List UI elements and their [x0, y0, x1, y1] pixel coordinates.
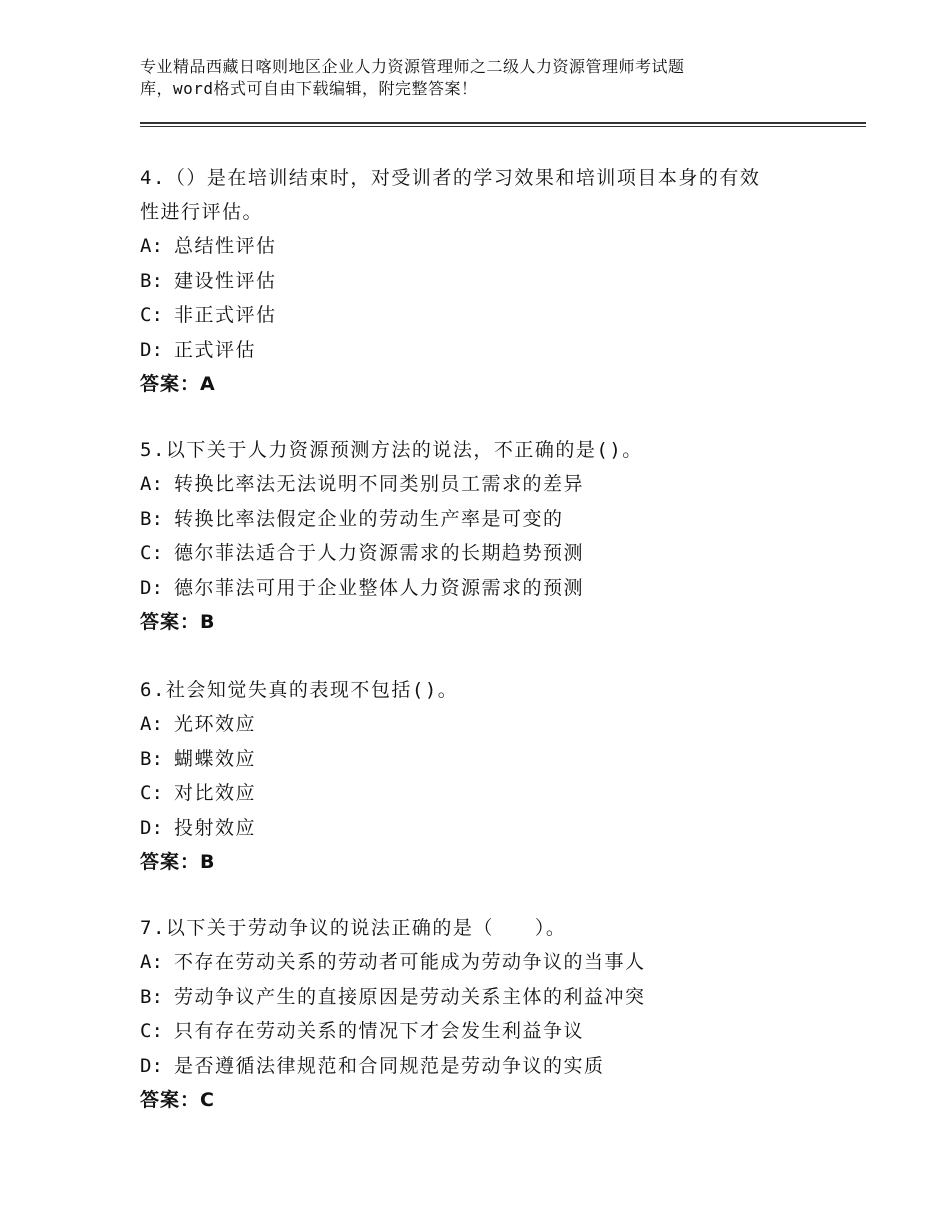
option-text: 对比效应 [174, 782, 257, 804]
option-text: 德尔菲法可用于企业整体人力资源需求的预测 [174, 576, 585, 599]
answer-label: 答案：A [140, 373, 216, 395]
option-key: C: [140, 782, 163, 804]
question-6 [140, 673, 840, 879]
header-divider-thin [140, 126, 866, 127]
option-text: 转换比率法无法说明不同类别员工需求的差异 [174, 473, 585, 495]
answer-label: 答案：C [140, 1089, 215, 1111]
option-key: D: [140, 816, 163, 839]
question-stem-line: 7.以下关于劳动争议的说法正确的是（ ）。 [140, 917, 567, 939]
option-text: 不存在劳动关系的劳动者可能成为劳动争议的当事人 [174, 951, 646, 973]
option-text: 转换比率法假定企业的劳动生产率是可变的 [174, 507, 564, 530]
option-text: 只有存在劳动关系的情况下才会发生利益争议 [174, 1020, 585, 1042]
option-key: A: [140, 951, 163, 973]
option-c [140, 1014, 840, 1049]
option-b [140, 742, 840, 777]
option-key: B: [140, 269, 163, 292]
option-text: 劳动争议产生的直接原因是劳动关系主体的利益冲突 [174, 985, 646, 1008]
header-divider-thick [140, 122, 866, 124]
option-d [140, 333, 840, 368]
option-key: D: [140, 338, 163, 361]
option-text: 正式评估 [174, 338, 257, 361]
option-text: 总结性评估 [174, 235, 277, 257]
option-a [140, 707, 840, 742]
option-key: D: [140, 576, 163, 599]
header-line-1: 专业精品西藏日喀则地区企业人力资源管理师之二级人力资源管理师考试题 [140, 57, 685, 76]
option-a [140, 229, 840, 264]
option-text: 非正式评估 [174, 304, 277, 326]
option-text: 是否遵循法律规范和合同规范是劳动争议的实质 [174, 1054, 605, 1077]
option-text: 德尔菲法适合于人力资源需求的长期趋势预测 [174, 542, 585, 564]
option-d [140, 811, 840, 846]
option-text: 建设性评估 [174, 269, 277, 292]
option-text: 蝴蝶效应 [174, 747, 257, 770]
option-key: A: [140, 235, 163, 257]
option-b [140, 264, 840, 299]
question-5 [140, 433, 840, 639]
question-stem-line: 性进行评估。 [140, 201, 264, 223]
header-line-2: 库，word格式可自由下载编辑，附完整答案！ [140, 79, 478, 98]
question-7 [140, 911, 840, 1117]
question-stem-line: 4.（）是在培训结束时，对受训者的学习效果和培训项目本身的有效 [140, 167, 761, 189]
option-key: A: [140, 713, 163, 735]
question-stem-line: 5.以下关于人力资源预测方法的说法，不正确的是()。 [140, 439, 643, 461]
option-d [140, 1049, 840, 1084]
option-a [140, 945, 840, 980]
option-key: C: [140, 1020, 163, 1042]
question-4 [140, 161, 840, 401]
option-c [140, 536, 840, 571]
option-c [140, 776, 840, 811]
option-key: D: [140, 1054, 163, 1077]
option-key: C: [140, 304, 163, 326]
answer-label: 答案：B [140, 611, 216, 633]
document-header [140, 56, 820, 100]
option-text: 投射效应 [174, 816, 257, 839]
option-b [140, 980, 840, 1015]
option-key: A: [140, 473, 163, 495]
question-stem-line: 6.社会知觉失真的表现不包括()。 [140, 679, 459, 701]
option-key: C: [140, 542, 163, 564]
option-key: B: [140, 985, 163, 1008]
option-key: B: [140, 507, 163, 530]
option-a [140, 467, 840, 502]
option-key: B: [140, 747, 163, 770]
option-text: 光环效应 [174, 713, 257, 735]
option-c [140, 298, 840, 333]
option-b [140, 502, 840, 537]
answer-label: 答案：B [140, 851, 216, 873]
option-d [140, 571, 840, 606]
